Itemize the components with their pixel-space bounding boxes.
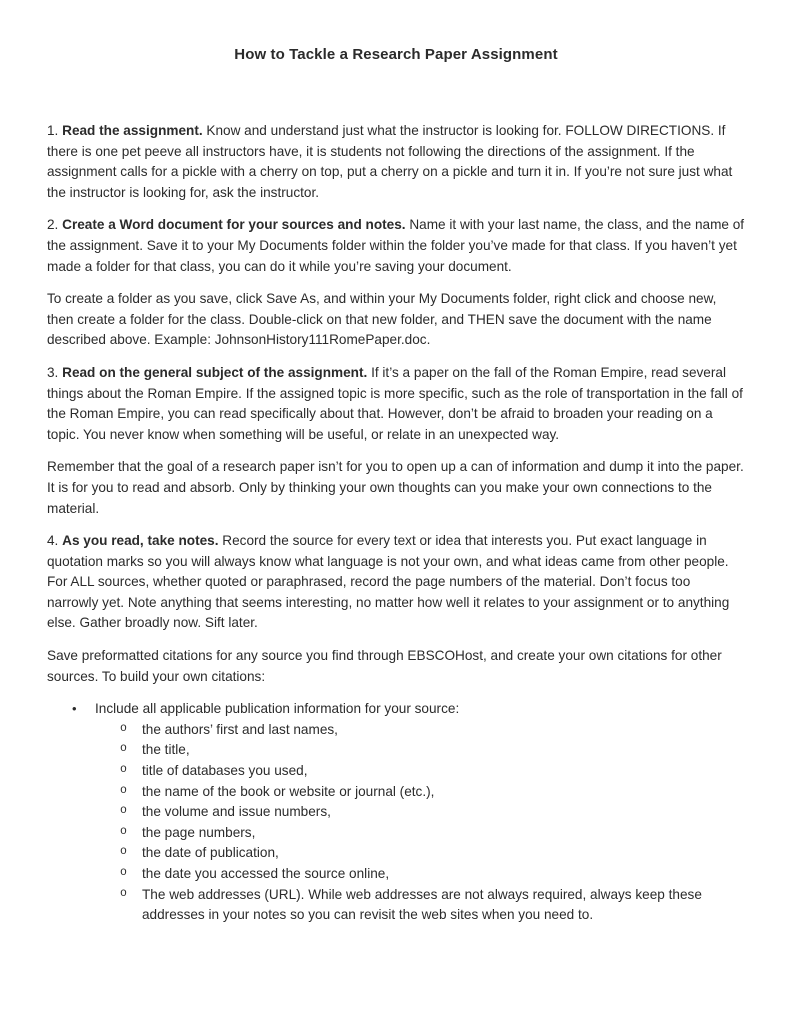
paragraph-6 <box>47 531 745 634</box>
sub-list-item-label: the title, <box>142 742 190 758</box>
sub-list-item-label: the date you accessed the source online, <box>142 866 390 881</box>
paragraph-2-body: Name it with your last name, the class, and the name of the assignment. Save it to your My Documents folder within the folder you’ve made for that class. If you haven’t yet made a folder for that class, you can do it while you’re saving your document. <box>47 217 745 274</box>
sub-list-item-publication-date <box>47 843 745 864</box>
list-item-publication-info <box>47 699 745 720</box>
sub-list-item-label: the authors’ first and last names, <box>142 721 338 737</box>
sub-list-item-title <box>47 740 745 761</box>
paragraph-4 <box>47 363 745 445</box>
sub-bullet-marker: o <box>120 783 127 797</box>
paragraph-1-body: Know and understand just what the instructor is looking for. FOLLOW DIRECTIONS. If there is one pet peeve all instructors have, it is students not following the directions of the assignment. If the assignment calls for a pickle with a cherry on top, put a cherry on a pickle and turn it in. If you’re not sure just what the instructor is looking for, ask the instructor. <box>47 123 733 200</box>
sub-bullet-marker: o <box>120 763 127 777</box>
paragraph-1-number: 1. <box>47 123 63 138</box>
paragraph-7 <box>47 646 745 687</box>
paragraph-3-body: To create a folder as you save, click Save As, and within your My Documents folder, right click and choose new, then create a folder for the class. Double-click on that new folder, and THEN save the document with the name described above. Example: JohnsonHistory111RomePaper.doc. <box>47 291 717 348</box>
sub-bullet-marker: o <box>120 886 127 900</box>
sub-list-item-web-addresses <box>47 885 745 926</box>
sub-list-item-book-website-journal <box>47 782 745 803</box>
paragraph-6-number: 4. <box>47 533 63 549</box>
list-item-label: Include all applicable publication information for your source: <box>95 701 460 717</box>
paragraph-7-body: Save preformatted citations for any source you find through EBSCOHost, and create your own citations for other sources. To build your own citations: <box>47 648 722 684</box>
sub-list-item-label: the volume and issue numbers, <box>142 804 331 820</box>
sub-bullet-marker: o <box>120 845 127 859</box>
sub-list-item-label: the page numbers, <box>142 824 256 840</box>
sub-list-item-access-date <box>47 864 745 885</box>
bullet-list <box>47 699 745 926</box>
paragraph-2 <box>47 215 745 277</box>
document-title: How to Tackle a Research Paper Assignment <box>234 46 558 63</box>
sub-list-item-label: title of databases you used, <box>142 763 308 779</box>
paragraph-3 <box>47 289 745 351</box>
sub-list-item-label: the date of publication, <box>142 845 279 861</box>
sub-bullet-marker: o <box>120 804 127 818</box>
sub-list-item-label: the name of the book or website or journal (etc.), <box>142 783 435 799</box>
paragraph-4-body: If it’s a paper on the fall of the Roman Empire, read several things about the Roman Empire. If the assigned topic is more specific, such as the role of transportation in the fall of the Roman Empire, you can read specifically about that. However, don’t be afraid to broaden your reading on a topic. You never know when something will be useful, or relate in an unexpected way. <box>47 364 743 442</box>
sub-bullet-marker: o <box>120 742 127 756</box>
paragraph-4-lead: Read on the general subject of the assignment. <box>62 364 372 380</box>
sub-list-item-page-numbers <box>47 823 745 844</box>
bullet-marker: • <box>72 701 77 717</box>
sub-list-item-databases <box>47 761 745 782</box>
paragraph-4-number: 3. <box>47 364 63 380</box>
sub-bullet-marker: o <box>120 866 127 879</box>
paragraph-1-lead: Read the assignment. <box>62 123 207 138</box>
sub-bullet-marker: o <box>120 824 127 838</box>
sub-bullet-marker: o <box>120 721 127 735</box>
paragraph-5 <box>47 457 745 519</box>
sub-list-item-volume-issue <box>47 802 745 823</box>
paragraph-6-lead: As you read, take notes. <box>62 533 223 549</box>
paragraph-2-number: 2. <box>47 217 63 233</box>
sub-list-item-authors <box>47 720 745 741</box>
paragraph-6-body: Record the source for every text or idea that interests you. Put exact language in quotation marks so you will always know what language is not your own, and what ideas came from other people. For ALL sources, whether quoted or paraphrased, record the page numbers of the material. Don’t focus too narrowly yet. Note anything that seems interesting, no matter how well it relates to your assignment or to anything else. Gather broadly now. Sift later. <box>47 533 730 631</box>
sub-list-item-label: The web addresses (URL). While web addresses are not always required, always keep these addresses in your notes so you can revisit the web sites when you need to. <box>142 886 702 923</box>
paragraph-2-lead: Create a Word document for your sources and notes. <box>62 217 410 233</box>
paragraph-1 <box>47 121 745 203</box>
paragraph-5-body: Remember that the goal of a research paper isn’t for you to open up a can of information and dump it into the paper. It is for you to read and absorb. Only by thinking your own thoughts can you make your own connections to the material. <box>47 459 744 516</box>
